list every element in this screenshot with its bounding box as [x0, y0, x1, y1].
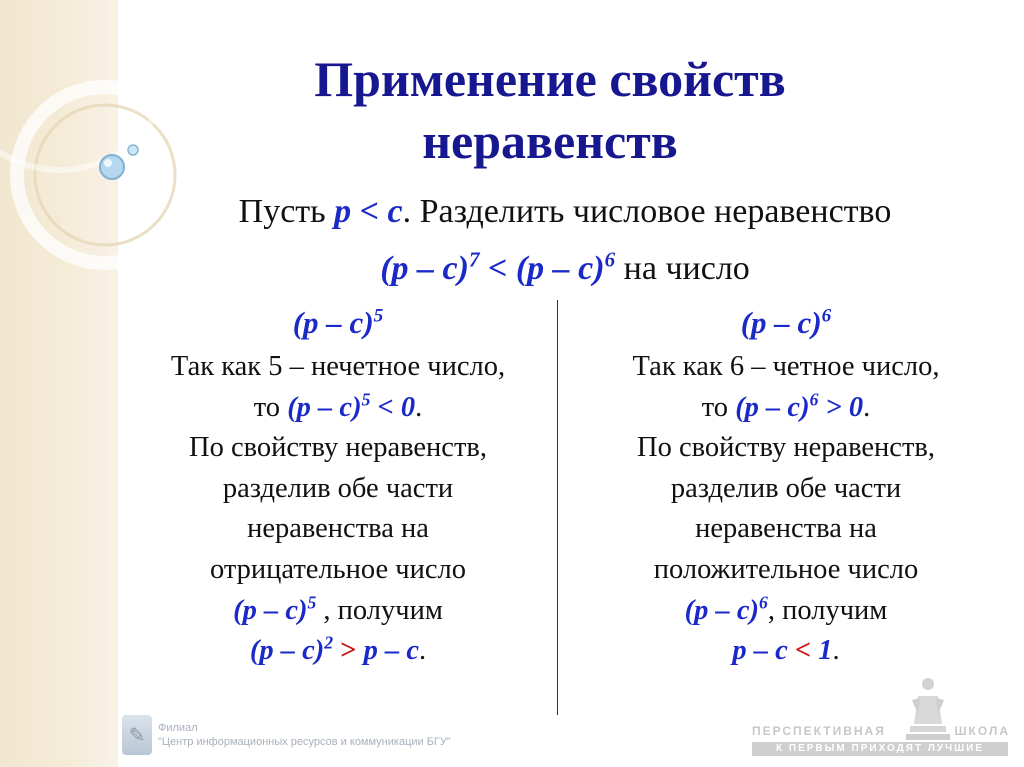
right-line-1: Так как 6 – четное число, — [632, 351, 940, 382]
left-line-4: разделив обе части — [222, 472, 454, 504]
right-divisor — [556, 303, 1016, 343]
intro-rhs-exp: 6 — [604, 247, 616, 272]
organization-text — [158, 721, 451, 749]
brand-right: ШКОЛА — [954, 724, 1010, 738]
left-result-lhs: (p – c) — [249, 635, 325, 667]
left-result-exp: 2 — [324, 632, 334, 653]
title-line-2: неравенств — [422, 113, 678, 169]
left-divisor — [108, 303, 568, 343]
intro-rest: . Разделить числовое неравенство — [402, 193, 892, 230]
intro-lt-sign: < — [487, 250, 508, 287]
left-result-sign: > — [340, 635, 357, 667]
right-divisor-exp: 6 — [821, 305, 832, 327]
left-to: то — [253, 391, 281, 423]
right-line-5: неравенства на — [695, 513, 877, 545]
right-line-6: положительное число — [653, 553, 919, 585]
right-column — [556, 303, 1016, 672]
slide-title — [200, 48, 900, 172]
left-result-rhs: p – c — [363, 635, 419, 667]
right-expr-base: (p – c) — [735, 391, 810, 423]
intro-pust: Пусть — [238, 193, 326, 230]
left-poluchim: , получим — [323, 594, 443, 626]
right-line-2 — [556, 388, 1016, 429]
left-expr-dot: . — [415, 391, 423, 423]
right-line-3: По свойству неравенств, — [636, 432, 935, 464]
brand-name — [752, 724, 1010, 738]
intro-na-chislo: на число — [623, 250, 750, 287]
organization-logo-icon: ✎ — [122, 715, 152, 755]
right-divisor-base: (p – c) — [740, 305, 822, 340]
right-line-7 — [556, 591, 1016, 632]
right-result-dot: . — [832, 635, 840, 667]
right-line-4: разделив обе части — [670, 472, 902, 504]
left-expr-exp: 5 — [361, 389, 371, 410]
left-line-6: отрицательное число — [210, 553, 466, 585]
intro-line-2 — [140, 247, 990, 288]
left-line-3: По свойству неравенств, — [188, 432, 487, 464]
left-result — [108, 631, 568, 672]
footer-organization — [122, 715, 451, 755]
left-expr-base: (p – c) — [287, 391, 362, 423]
right-result-lhs: p – c — [732, 635, 788, 667]
left-divisor-base: (p – c) — [292, 305, 374, 340]
organization-line-2: "Центр информационных ресурсов и коммуникации БГУ" — [158, 736, 451, 748]
right-poluchim: , получим — [767, 594, 888, 626]
right-divisor-again-base: (p – c) — [684, 594, 760, 626]
right-divisor-again-exp: 6 — [759, 592, 768, 613]
intro-lhs-exp: 7 — [468, 247, 480, 272]
intro-rhs-base: (p – c) — [515, 250, 605, 287]
right-to: то — [701, 391, 729, 423]
intro-lhs-base: (p – c) — [380, 250, 469, 287]
right-result-sign: < — [794, 635, 812, 667]
left-line-5: неравенства на — [247, 513, 429, 545]
left-line-1: Так как 5 – нечетное число, — [170, 351, 506, 382]
footer-brand — [752, 712, 1014, 762]
left-line-7 — [108, 591, 568, 632]
right-expr-exp: 6 — [809, 389, 819, 410]
title-line-1: Применение свойств — [314, 51, 786, 107]
right-result — [556, 631, 1016, 672]
brand-left: ПЕРСПЕКТИВНАЯ — [752, 724, 886, 738]
brand-slogan: К ПЕРВЫМ ПРИХОДЯТ ЛУЧШИЕ — [752, 742, 1008, 756]
left-divisor-exp: 5 — [373, 305, 384, 327]
left-line-2 — [108, 388, 568, 429]
left-divisor-again-base: (p – c) — [233, 594, 308, 626]
left-column — [108, 303, 568, 672]
organization-line-1: Филиал — [158, 722, 198, 734]
right-expr-dot: . — [863, 391, 871, 423]
left-expr-rel: < 0 — [377, 391, 416, 423]
left-result-dot: . — [419, 635, 427, 667]
left-divisor-again-exp: 5 — [307, 592, 317, 613]
right-result-rhs: 1 — [818, 635, 833, 667]
intro-condition: p < c — [334, 193, 403, 230]
intro-line-1 — [140, 193, 990, 231]
right-expr-rel: > 0 — [825, 391, 864, 423]
